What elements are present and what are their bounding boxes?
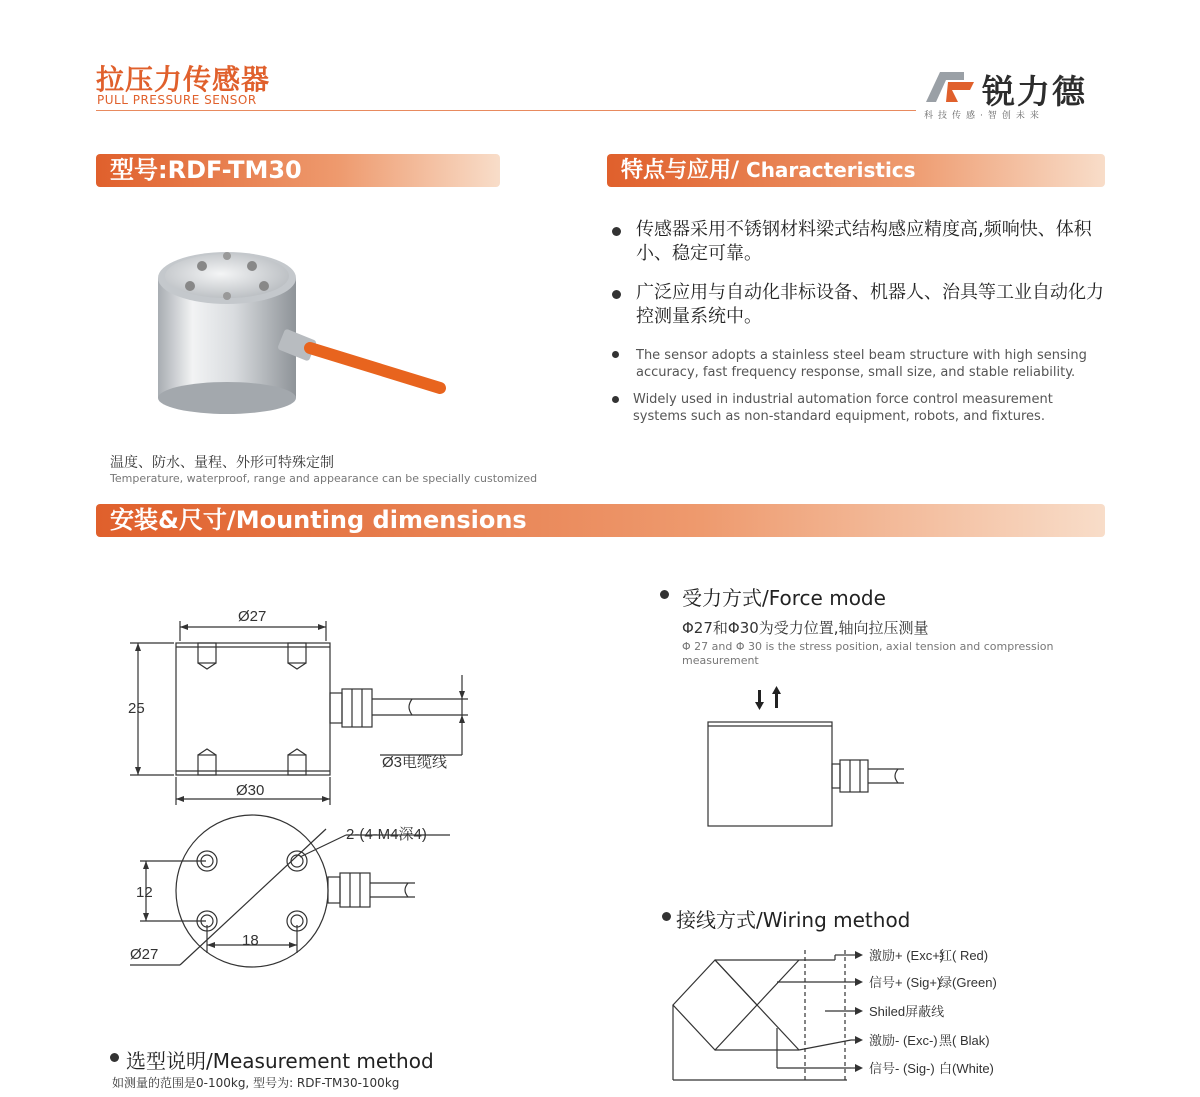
wire-color: 白(White) <box>939 1061 994 1076</box>
page-subtitle: PULL PRESSURE SENSOR <box>97 93 257 107</box>
bullet-icon <box>612 227 621 236</box>
mounting-bar: 安装&尺寸/Mounting dimensions <box>96 504 1105 537</box>
brand-logo-icon <box>924 70 976 104</box>
dim-pcd: Ø27 <box>130 946 159 963</box>
dim-top-diameter: Ø27 <box>238 608 267 625</box>
bullet-icon <box>110 1053 119 1062</box>
wire-label: 激励+ (Exc+) <box>869 948 945 963</box>
product-photo <box>150 228 450 428</box>
bullet-icon <box>662 912 671 921</box>
dim-holes: 2-(4-M4深4) <box>346 826 427 843</box>
force-mode-diagram <box>700 680 920 830</box>
wire-color: 红( Red) <box>939 948 989 963</box>
measurement-desc: 如测量的范围是0-100kg, 型号为: RDF-TM30-100kg <box>112 1076 400 1090</box>
force-mode-title: 受力方式/Force mode <box>682 586 886 610</box>
characteristics-label-en: Characteristics <box>739 158 916 182</box>
dimension-drawing <box>120 595 480 975</box>
customization-en: Temperature, waterproof, range and appearance can be specially customized <box>110 472 538 485</box>
brand-name: 锐力德 <box>982 72 1087 111</box>
feature-cn-1: 传感器采用不锈钢材料梁式结构感应精度高,频响快、体积小、稳定可靠。 <box>636 219 1092 264</box>
measurement-title: 选型说明/Measurement method <box>126 1049 434 1073</box>
dim-height: 25 <box>128 700 145 717</box>
bullet-icon <box>660 590 669 599</box>
wire-label: Shiled屏蔽线 <box>869 1004 945 1019</box>
title-divider <box>96 110 916 111</box>
wire-label: 信号- (Sig-) <box>869 1061 935 1076</box>
page-title: 拉压力传感器 <box>96 63 271 96</box>
wiring-diagram <box>655 940 1035 1090</box>
dim-hole-spacing-h: 18 <box>242 932 259 949</box>
characteristics-label-cn: 特点与应用/ <box>621 158 740 183</box>
wire-color: 绿(Green) <box>939 975 997 990</box>
bullet-icon <box>612 396 619 403</box>
wire-label: 信号+ (Sig+) <box>869 975 942 990</box>
wiring-title: 接线方式/Wiring method <box>676 908 911 932</box>
wire-label: 激励- (Exc-) <box>869 1033 938 1048</box>
brand-tagline: 科技传感·智创未来 <box>924 111 1044 121</box>
wire-color: 黑( Blak) <box>939 1033 990 1048</box>
customization-cn: 温度、防水、量程、外形可特殊定制 <box>110 455 334 471</box>
dim-bottom-diameter: Ø30 <box>236 782 265 799</box>
characteristics-bar <box>607 154 1105 187</box>
force-mode-desc-cn: Φ27和Φ30为受力位置,轴向拉压测量 <box>682 619 929 637</box>
feature-cn-2: 广泛应用与自动化非标设备、机器人、治具等工业自动化力控测量系统中。 <box>636 282 1104 327</box>
bullet-icon <box>612 290 621 299</box>
force-mode-desc-en: Φ 27 and Φ 30 is the stress position, axial tension and compression measurement <box>682 640 1054 667</box>
dim-cable: Ø3电缆线 <box>382 754 448 771</box>
dim-hole-spacing-v: 12 <box>136 884 153 901</box>
feature-en-2: Widely used in industrial automation force control measurement systems such as non-standard equipment, robots, and fixtures. <box>633 392 1053 424</box>
bullet-icon <box>612 351 619 358</box>
feature-en-1: The sensor adopts a stainless steel beam structure with high sensing accuracy, fast frequency response, small size, and stable reliability. <box>636 348 1087 380</box>
model-bar: 型号:RDF-TM30 <box>96 154 500 187</box>
